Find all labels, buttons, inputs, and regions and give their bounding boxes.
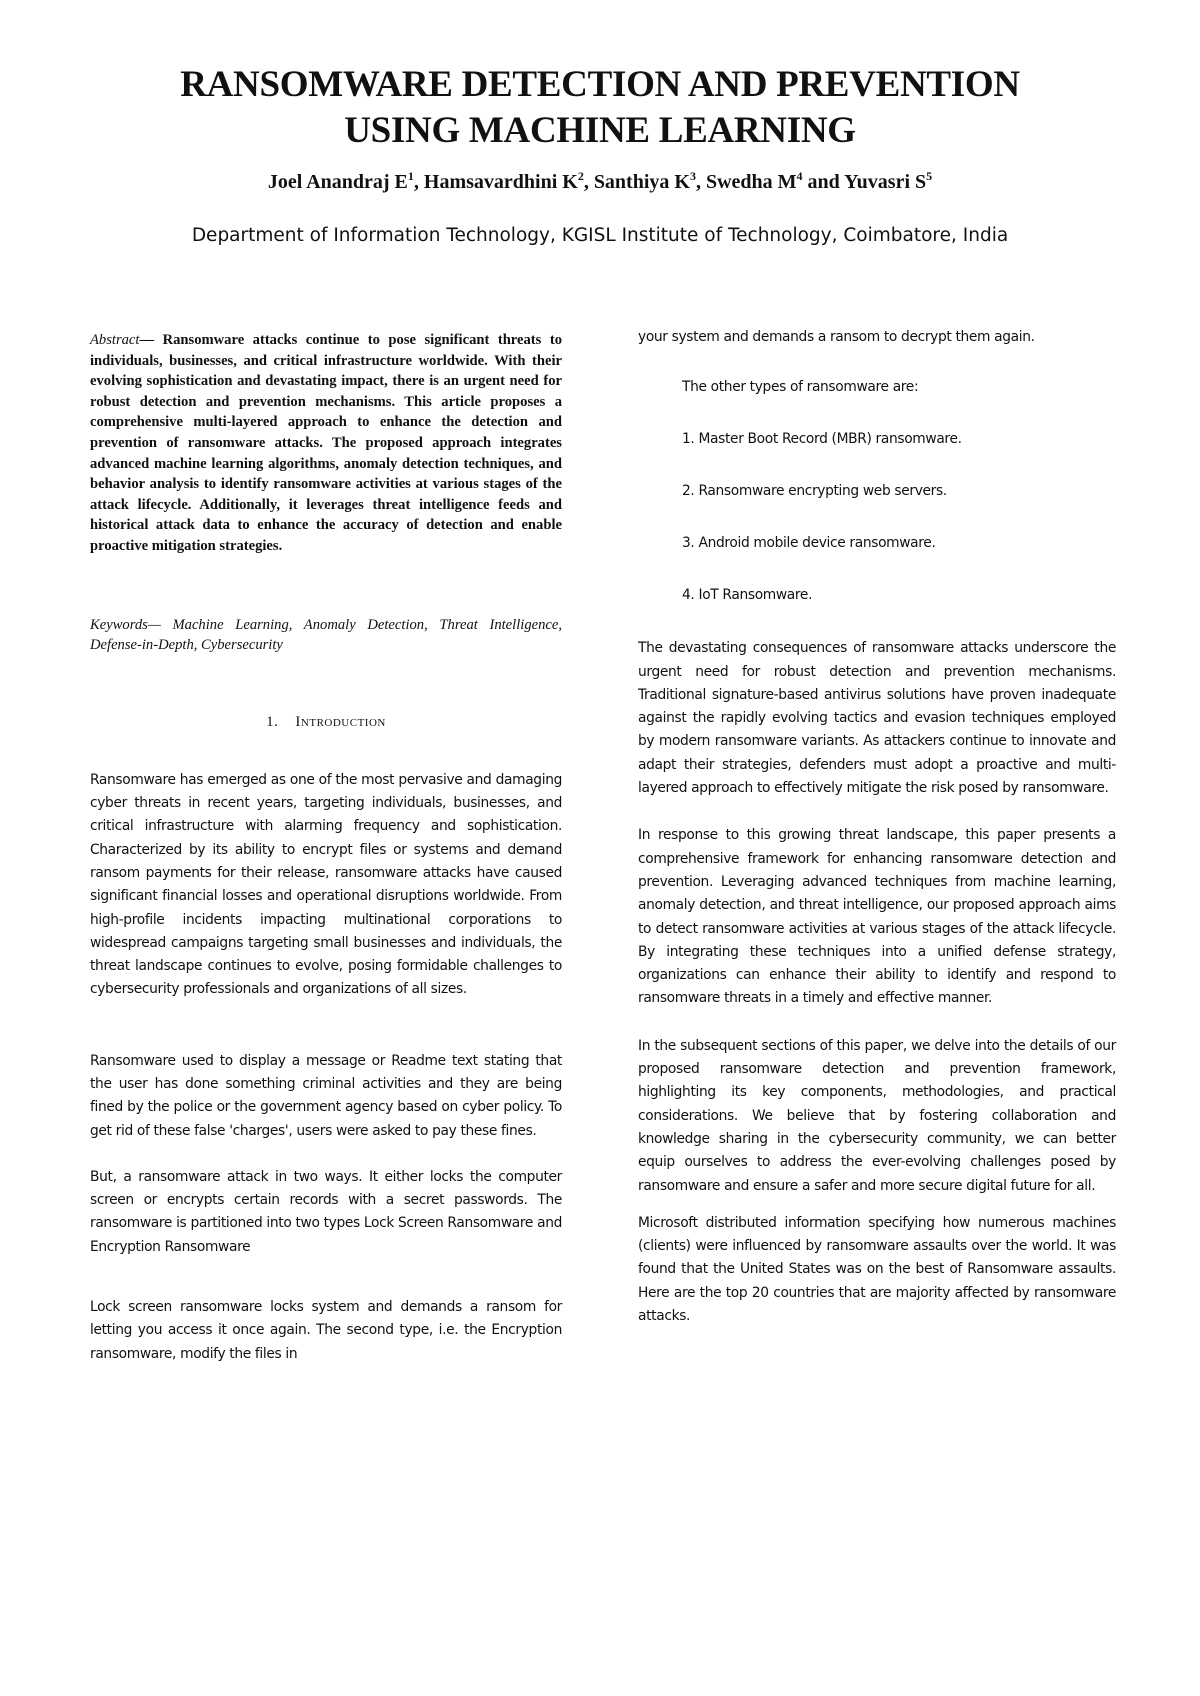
paper-title-line-2: USING MACHINE LEARNING bbox=[344, 110, 856, 151]
body-paragraph: Ransomware has emerged as one of the most pervasive and damaging cyber threats in recent years, targeting individuals, businesses, and critical infrastructure with alarming frequency and sophistication. Characterized by its ability to encrypt files or systems and demand ransom payments for their release, ransomware attacks have caused significant financial losses and operational disruptions worldwide. From high-profile incidents impacting multinational corporations to widespread campaigns targeting small businesses and individuals, the threat landscape continues to evolve, posing formidable challenges to cybersecurity professionals and organizations of all sizes. bbox=[90, 771, 562, 998]
paper-title-line-1: RANSOMWARE DETECTION AND PREVENTION bbox=[180, 64, 1020, 105]
keywords-dash: — bbox=[147, 616, 173, 633]
keywords-label: Keywords bbox=[90, 616, 148, 633]
author-separator: , bbox=[583, 171, 594, 193]
author-affiliation-mark: 2 bbox=[577, 169, 584, 183]
list-item: 2. Ransomware encrypting web servers. bbox=[682, 483, 947, 500]
author-name: Santhiya K bbox=[593, 171, 690, 193]
author-name: Swedha M bbox=[705, 171, 797, 193]
body-paragraph: In response to this growing threat landscape, this paper presents a comprehensive framework for enhancing ransomware detection and prevention. Leveraging advanced techniques from machine learning, anomaly detection, and threat intelligence, our proposed approach aims to detect ransomware activities at various stages of the attack lifecycle. By integrating these techniques into a unified defense strategy, organizations can enhance their ability to identify and respond to ransomware threats in a timely and effective manner. bbox=[638, 827, 1116, 1007]
list-item: 1. Master Boot Record (MBR) ransomware. bbox=[682, 431, 962, 448]
author-list bbox=[100, 169, 1100, 195]
left-column bbox=[90, 330, 562, 1366]
right-column bbox=[638, 326, 1116, 1328]
body-paragraph: Lock screen ransomware locks system and demands a ransom for letting you access it once again. The second type, i.e. the Encryption ransomware, modify the files in bbox=[90, 1299, 562, 1362]
author-name: Joel Anandraj E bbox=[267, 171, 408, 193]
body-paragraph: Ransomware used to display a message or Readme text stating that the user has done something criminal activities and they are being fined by the police or the government agency based on cyber policy. To get rid of these false 'charges', users were asked to pay these fines. bbox=[90, 1052, 562, 1139]
author-name: Hamsavardhini K bbox=[423, 171, 578, 193]
author-affiliation-mark: 4 bbox=[796, 169, 803, 183]
body-paragraph: But, a ransomware attack in two ways. It either locks the computer screen or encrypts certain records with a secret passwords. The ransomware is partitioned into two types Lock Screen Ransomware and Encryption Ransomware bbox=[90, 1168, 562, 1255]
keywords-text: Machine Learning, Anomaly Detection, Threat Intelligence, Defense-in-Depth, Cybersecurity bbox=[90, 616, 563, 654]
author-affiliation-mark: 1 bbox=[407, 169, 414, 183]
body-paragraph: In the subsequent sections of this paper, we delve into the details of our proposed ransomware detection and prevention framework, highlighting its key components, methodologies, and practical considerations. We believe that by fostering collaboration and knowledge sharing in the cybersecurity community, we can better equip ourselves to address the ever-evolving challenges posed by ransomware and ensure a safer and more secure digital future for all. bbox=[638, 1037, 1116, 1194]
affiliation: Department of Information Technology, KGISL Institute of Technology, Coimbatore, India bbox=[191, 225, 1009, 246]
author-separator: , bbox=[695, 171, 706, 193]
abstract-dash: — bbox=[139, 332, 163, 348]
body-paragraph: The devastating consequences of ransomware attacks underscore the urgent need for robust detection and prevention mechanisms. Traditional signature-based antivirus solutions have proven inadequate against the rapidly evolving tactics and evasion techniques employed by modern ransomware variants. As attackers continue to innovate and adapt their strategies, defenders must adopt a proactive and multi-layered approach to effectively mitigate the risk posed by ransomware. bbox=[638, 640, 1116, 797]
author-affiliation-mark: 3 bbox=[689, 169, 696, 183]
body-paragraph-continuation: your system and demands a ransom to decrypt them again. bbox=[638, 329, 1035, 345]
paper-title bbox=[100, 62, 1100, 154]
abstract bbox=[90, 330, 562, 557]
author-conjunction: and bbox=[802, 171, 845, 193]
section-number: 1. bbox=[266, 713, 279, 730]
keywords bbox=[90, 615, 562, 656]
author-name: Yuvasri S bbox=[844, 171, 927, 193]
list-item: 4. IoT Ransomware. bbox=[682, 587, 813, 604]
ransomware-types-intro: The other types of ransomware are: bbox=[682, 379, 919, 396]
body-paragraph: Microsoft distributed information specifying how numerous machines (clients) were influenced by ransomware assaults over the world. It was found that the United States was on the best of Ransomware assaults. Here are the top 20 countries that are majority affected by ransomware attacks. bbox=[638, 1214, 1116, 1325]
author-separator: , bbox=[413, 171, 424, 193]
abstract-label: Abstract bbox=[90, 332, 140, 348]
abstract-text: Ransomware attacks continue to pose significant threats to individuals, businesses, and critical infrastructure worldwide. With their evolving sophistication and devastating impact, there is an urgent need for robust detection and prevention mechanisms. This article proposes a comprehensive multi-layered approach to enhance the detection and prevention of ransomware attacks. The proposed approach integrates advanced machine learning algorithms, anomaly detection techniques, and behavior analysis to identify ransomware activities at various stages of the attack lifecycle. Additionally, it leverages threat intelligence feeds and historical attack data to enhance the accuracy of detection and enable proactive mitigation strategies. bbox=[90, 332, 562, 554]
list-item: 3. Android mobile device ransomware. bbox=[682, 535, 936, 552]
author-affiliation-mark: 5 bbox=[926, 169, 933, 183]
section-heading-introduction bbox=[90, 714, 562, 731]
section-title: Introduction bbox=[295, 713, 386, 730]
